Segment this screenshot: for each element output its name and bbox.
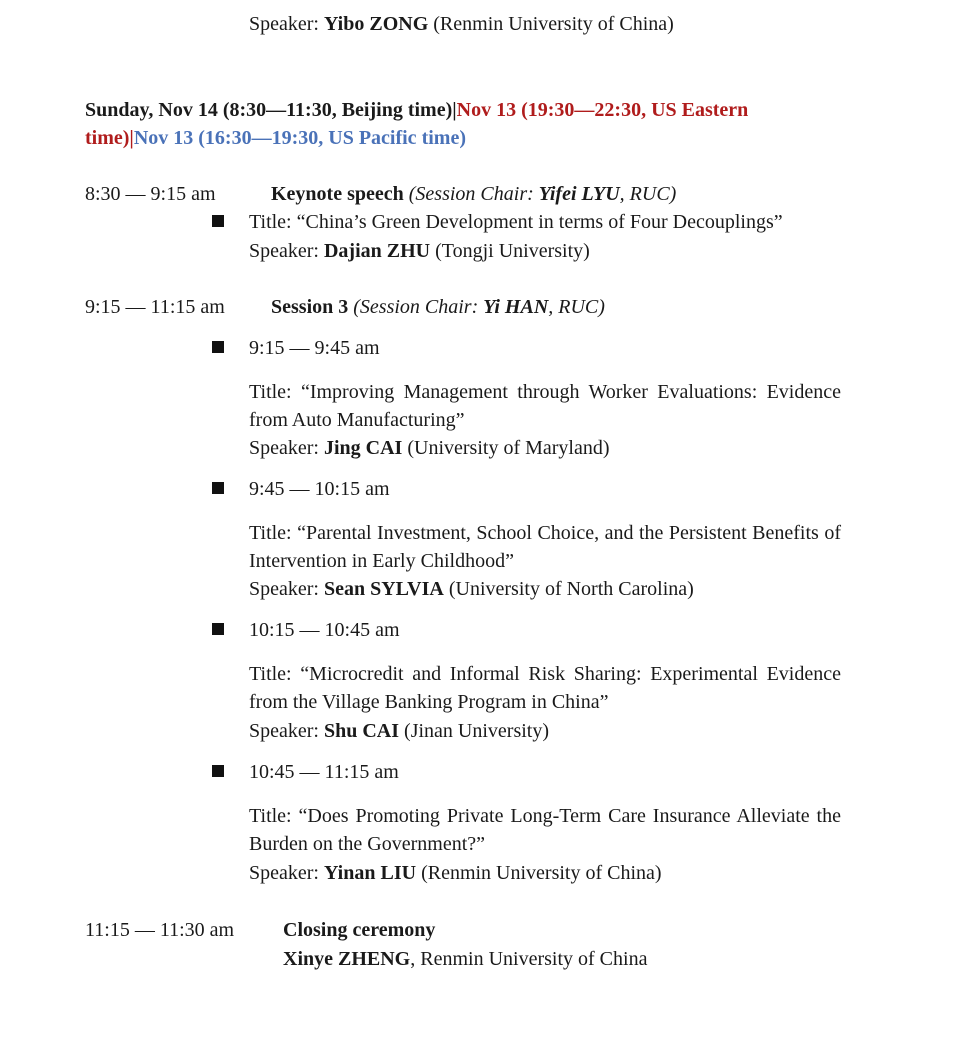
talk-title: Title: “Improving Management through Worker Evaluations: Evidence from Auto Manufacturing”: [249, 381, 841, 431]
closing-speaker: Xinye ZHENG, Renmin University of China: [283, 948, 648, 970]
day-header-us-eastern: Nov 13 (19:30—22:30, US Eastern time): [85, 99, 749, 149]
prev-speaker-line: [249, 10, 674, 38]
session3-chair-name: Yi HAN: [483, 296, 549, 318]
keynote-heading: [271, 180, 676, 208]
talk-speaker: Speaker: Shu CAI (Jinan University): [249, 720, 550, 742]
talk-time: 9:15 — 9:45 am: [249, 337, 380, 359]
closing-title: Closing ceremony: [283, 919, 436, 941]
keynote-chair-name: Yifei LYU: [538, 183, 620, 205]
session3-chair-prefix: (Session Chair:: [353, 296, 484, 318]
talk-time: 10:45 — 11:15 am: [249, 761, 399, 783]
talk-speaker: Speaker: Yinan LIU (Renmin University of China): [249, 862, 662, 884]
talk-speaker-name: Shu CAI: [323, 720, 400, 742]
day-header-beijing: Sunday, Nov 14 (8:30—11:30, Beijing time)|: [85, 99, 457, 121]
bullet-icon: [212, 623, 224, 635]
talk-title: Title: “Does Promoting Private Long-Term Care Insurance Alleviate the Burden on the Government?”: [249, 805, 841, 855]
keynote-time: 8:30 — 9:15 am: [85, 183, 216, 205]
keynote-speaker-name: Dajian ZHU: [323, 240, 431, 262]
talk-speaker: Speaker: Sean SYLVIA (University of North Carolina): [249, 578, 694, 600]
keynote-talk-title: Title: “China’s Green Development in terms of Four Decouplings”: [249, 211, 783, 233]
talk-speaker-name: Jing CAI: [323, 437, 403, 459]
talk-speaker-name: Sean SYLVIA: [323, 578, 444, 600]
session3-title: Session 3: [271, 296, 349, 318]
talk-time: 9:45 — 10:15 am: [249, 478, 390, 500]
day-header-separator: |: [129, 127, 134, 149]
bullet-icon: [212, 482, 224, 494]
session3-heading: [271, 293, 605, 321]
bullet-icon: [212, 215, 224, 227]
speaker-name: Yibo ZONG: [323, 13, 429, 35]
session3-time: 9:15 — 11:15 am: [85, 296, 225, 318]
day-header: [85, 96, 825, 152]
talk-title: Title: “Microcredit and Informal Risk Sharing: Experimental Evidence from the Village Banking Program in China”: [249, 663, 841, 713]
keynote-chair-suffix: , RUC): [619, 183, 677, 205]
talk-time: 10:15 — 10:45 am: [249, 619, 400, 641]
keynote-speaker: Speaker: Dajian ZHU (Tongji University): [249, 240, 590, 262]
day-header-us-pacific: Nov 13 (16:30—19:30, US Pacific time): [133, 127, 466, 149]
speaker-prefix: Speaker:: [249, 13, 324, 35]
bullet-icon: [212, 341, 224, 353]
keynote-chair-prefix: (Session Chair:: [408, 183, 539, 205]
talk-title: Title: “Parental Investment, School Choice, and the Persistent Benefits of Intervention in Early Childhood”: [249, 522, 841, 572]
keynote-title: Keynote speech: [271, 183, 404, 205]
session3-chair-suffix: , RUC): [548, 296, 605, 318]
speaker-affiliation: (Renmin University of China): [428, 13, 674, 35]
talk-speaker: Speaker: Jing CAI (University of Maryland): [249, 437, 610, 459]
closing-speaker-name: Xinye ZHENG: [283, 948, 411, 970]
closing-time: 11:15 — 11:30 am: [85, 919, 235, 941]
bullet-icon: [212, 765, 224, 777]
talk-speaker-name: Yinan LIU: [323, 862, 417, 884]
